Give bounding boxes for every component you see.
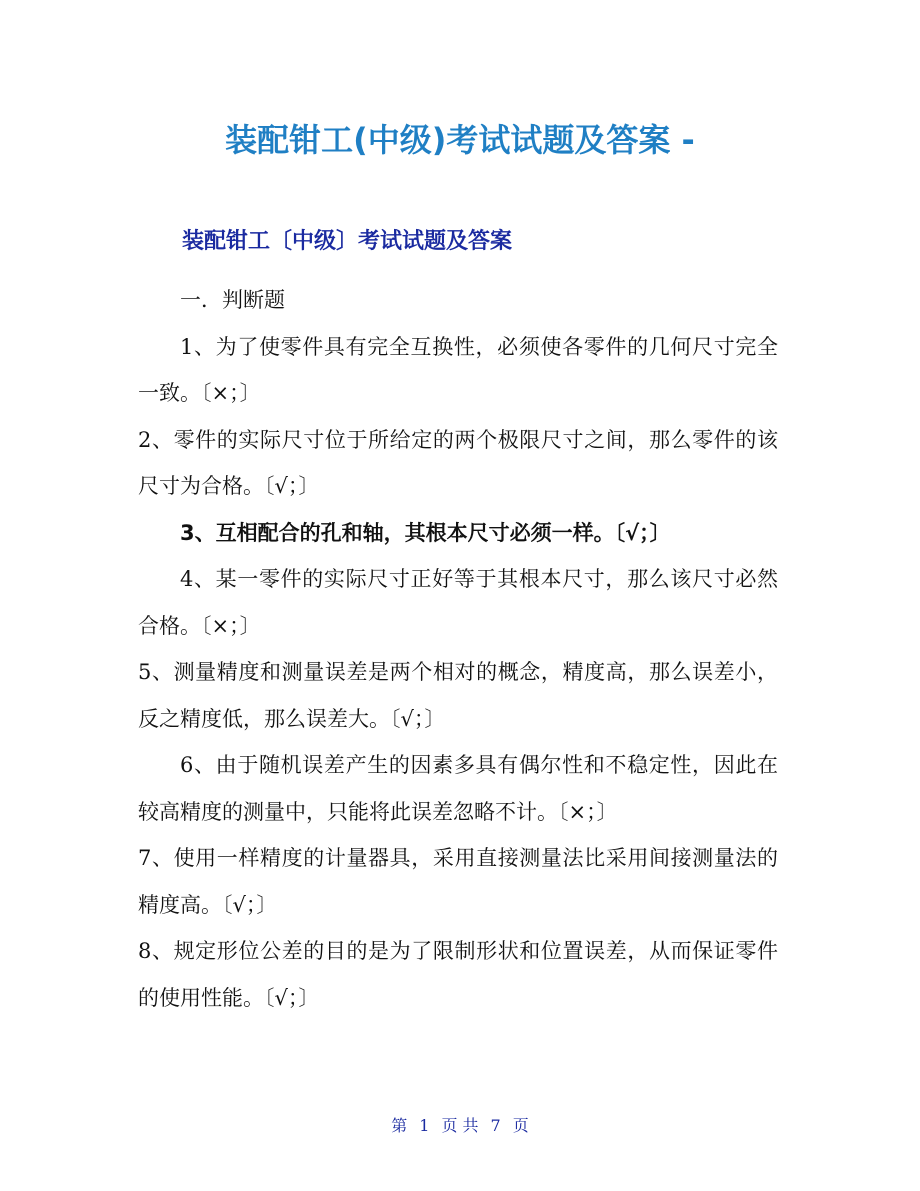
question-5: 5、测量精度和测量误差是两个相对的概念，精度高，那么误差小，反之精度低，那么误差大。〔√；〕 xyxy=(138,660,778,731)
current-page-number: 1 xyxy=(419,1116,430,1135)
question-1: 1、为了使零件具有完全互换性，必须使各零件的几何尺寸完全一致。〔×；〕 xyxy=(138,334,778,405)
question-7: 7、使用一样精度的计量器具，采用直接测量法比采用间接测量法的精度高。〔√；〕 xyxy=(138,846,778,917)
question-6: 6、由于随机误差产生的因素多具有偶尔性和不稳定性，因此在较高精度的测量中，只能将此误差忽略不计。〔×；〕 xyxy=(138,753,778,824)
page-label-suffix: 页 xyxy=(512,1116,529,1135)
document-subtitle: 装配钳工〔中级〕考试试题及答案 xyxy=(182,229,513,254)
page-label-mid: 页 共 xyxy=(441,1116,479,1135)
question-3: 3、互相配合的孔和轴，其根本尺寸必须一样。〔√；〕 xyxy=(180,520,671,545)
page-label-prefix: 第 xyxy=(391,1116,408,1135)
section-heading: 一．判断题 xyxy=(180,288,285,312)
document-body xyxy=(138,277,778,1021)
page-footer xyxy=(0,1113,920,1136)
question-8: 8、规定形位公差的目的是为了限制形状和位置误差，从而保证零件的使用性能。〔√；〕 xyxy=(138,939,778,1010)
question-4: 4、某一零件的实际尺寸正好等于其根本尺寸，那么该尺寸必然合格。〔×；〕 xyxy=(138,567,778,638)
total-pages-number: 7 xyxy=(490,1116,501,1135)
document-title: 装配钳工(中级)考试试题及答案 - xyxy=(225,121,695,159)
question-2: 2、零件的实际尺寸位于所给定的两个极限尺寸之间，那么零件的该尺寸为合格。〔√；〕 xyxy=(138,427,778,498)
